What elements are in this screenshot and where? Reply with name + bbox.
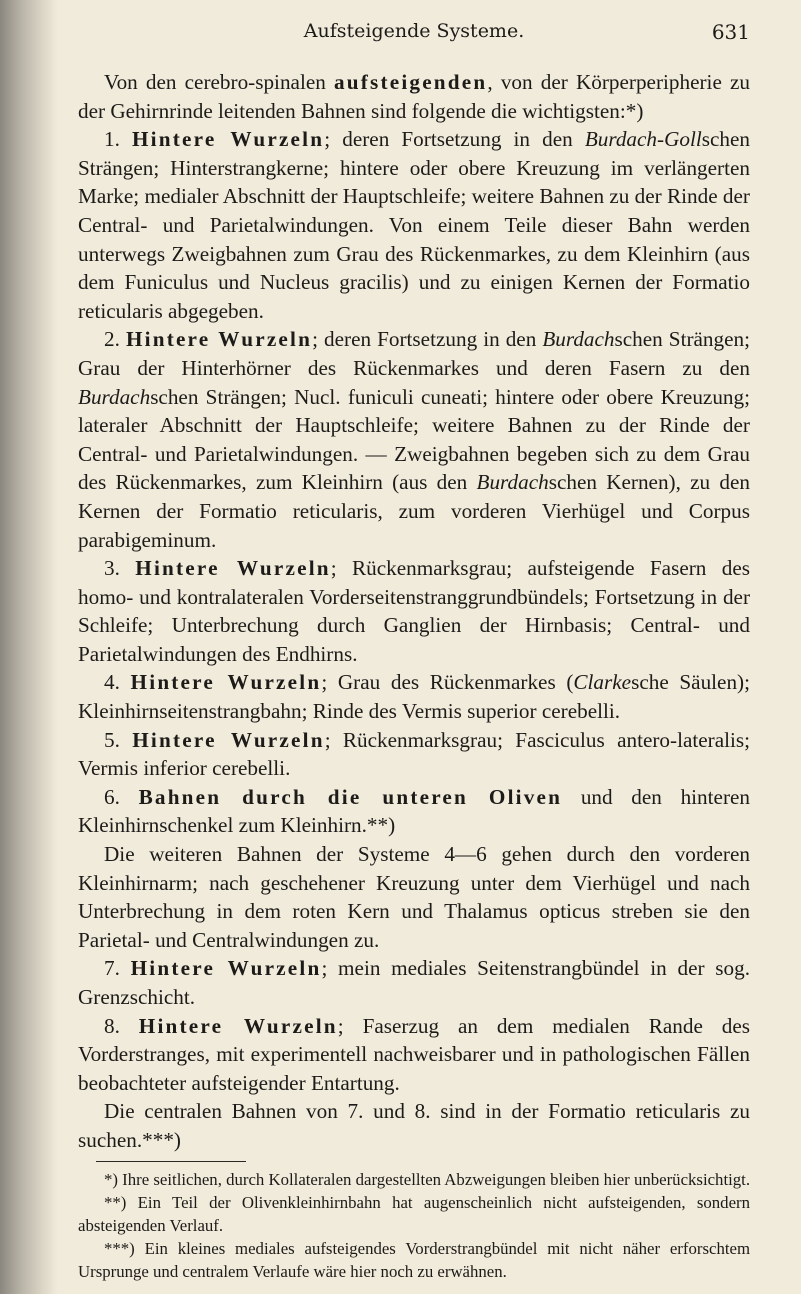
pathway-item [78,125,750,325]
item-heading: Hintere Wurzeln [135,556,331,581]
pathway-item [78,668,750,725]
pathway-item [78,840,750,954]
item-italic-name: Burdach [78,384,151,409]
item-italic-name: Burdach [476,470,549,495]
item-text: Die centralen Bahnen von 7. und 8. sind in der Formatio reticularis zu suchen.***) [78,1099,750,1152]
item-text: schen Kernen), zu den Kernen der Formatio reticularis, zum vorderen Vierhügel und Corpus parabigeminum. [78,470,750,552]
running-title: Aufsteigende Systeme. [303,20,525,42]
pathway-item [78,325,750,554]
intro-emphasis: aufsteigenden [333,70,488,94]
item-number: 4. [104,670,131,695]
item-text: ; Rückenmarksgrau; Fasciculus antero-lateralis; Vermis inferior cerebelli. [78,727,751,781]
item-heading: Hintere Wurzeln [138,1013,338,1038]
intro-paragraph [78,68,750,125]
running-header [78,20,750,60]
item-text: schen Strängen; Hinterstrangkerne; hintere oder obere Kreuzung im verlängerten Marke; medialer Abschnitt der Hauptschleife; weitere Bahnen zu der Rinde der Central- und Parietalwindungen. Von einem Teile dieser Bahn werden unterwegs Zweigbahnen zum Grau des Rückenmarkes, zu dem Kleinhirn (aus dem Funiculus und Nucleus gracilis) und zu einigen Kernen der Formatio reticularis abgegeben. [78,127,750,323]
item-heading: Hintere Wurzeln [132,127,325,152]
pathway-item [78,783,750,840]
book-page [78,0,750,1283]
item-heading: Hintere Wurzeln [130,956,322,981]
item-number: 6. [104,784,139,809]
book-gutter-shadow [0,0,58,1294]
pathway-item [78,954,750,1011]
footnote-rule [96,1161,246,1162]
footnotes [78,1168,750,1283]
item-text: und den hinteren Kleinhirnschenkel zum Kleinhirn.**) [78,784,750,838]
pathway-item [78,726,750,783]
item-heading: Hintere Wurzeln [132,727,325,752]
item-number: 8. [104,1013,139,1038]
item-text: ; deren Fortsetzung in den [324,127,585,152]
item-text: sche Säulen); Kleinhirnseitenstrangbahn; Rinde des Vermis superior cerebelli. [78,670,750,724]
pathway-item [78,554,750,668]
item-heading: Hintere Wurzeln [130,670,322,695]
item-text: ; deren Fortsetzung in den [312,327,543,352]
item-text: ; mein mediales Seitenstrangbündel in der sog. Grenzschicht. [78,956,750,1009]
footnote: **) Ein Teil der Olivenkleinhirnbahn hat augenscheinlich nicht aufsteigenden, sondern absteigenden Verlauf. [78,1192,750,1235]
item-number: 3. [104,556,136,581]
item-text: Die weiteren Bahnen der Systeme 4—6 gehen durch den vorderen Kleinhirnarm; nach geschehener Kreuzung unter dem Vierhügel und nach Unterbrechung in dem roten Kern und Thalamus opticus streben sie den Parietal- und Centralwindungen zu. [78,842,750,952]
item-number: 5. [104,727,133,752]
pathway-list [78,125,750,1154]
intro-text-start: Von den cerebro-spinalen [104,70,334,94]
item-italic-name: Burdach [542,327,615,352]
intro-text-end: , von der Körperperipherie zu der Gehirnrinde leitenden Bahnen sind folgende die wichtigsten:*) [78,70,750,123]
item-text: schen Strängen; Grau der Hinterhörner des Rückenmarkes und deren Fasern zu den [78,327,751,380]
item-italic-name: Burdach-Goll [584,127,702,152]
item-heading: Hintere Wurzeln [125,327,313,352]
item-number: 1. [104,127,132,152]
footnote: ***) Ein kleines mediales aufsteigendes Vorderstrangbündel mit nicht näher erforschtem Ursprunge und centralem Verlaufe wäre hier noch zu erwähnen. [78,1238,750,1281]
item-number: 7. [104,956,131,981]
pathway-item [78,1012,750,1098]
main-text [78,68,750,1155]
item-text: ; Grau des Rückenmarkes ( [321,670,574,695]
footnote: *) Ihre seitlichen, durch Kollateralen dargestellten Abzweigungen bleiben hier unberücksichtigt. [104,1169,751,1189]
item-heading: Bahnen durch die unteren Oliven [138,784,563,809]
item-text: ; Faserzug an dem medialen Rande des Vorderstranges, mit experimentell nachweisbarer und in pathologischen Fällen beobachteter aufsteigender Entartung. [78,1013,750,1095]
item-italic-name: Clarke [573,670,632,695]
item-text: schen Strängen; Nucl. funiculi cuneati; hintere oder obere Kreuzung; lateraler Abschnitt der Hauptschleife; weitere Bahnen zu der Rinde der Central- und Parietalwindungen. — Zweigbahnen begeben sich zu dem Grau des Rückenmarkes, zum Kleinhirn (aus den [78,384,750,495]
item-number: 2. [104,327,126,352]
pathway-item [78,1097,750,1154]
page-number: 631 [711,20,750,44]
item-text: ; Rückenmarksgrau; aufsteigende Fasern des homo- und kontralateralen Vorderseitenstranggrundbündels; Fortsetzung in der Schleife; Unterbrechung durch Ganglien der Hirnbasis; Central- und Parietalwindungen des Endhirns. [78,556,751,666]
